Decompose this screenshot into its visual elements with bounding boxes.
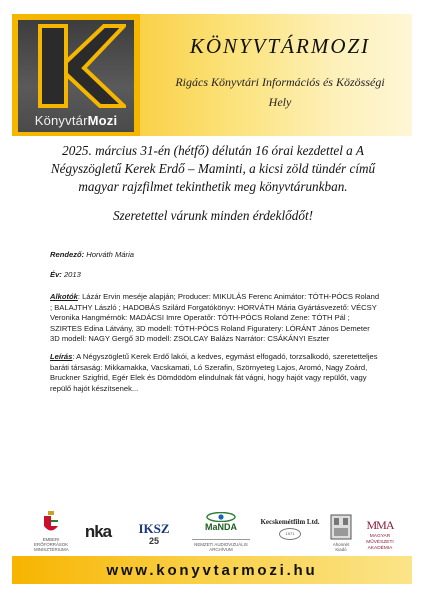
- sponsor-ahdk: Ahonnét Kiadó: [328, 500, 354, 552]
- sponsor-iksz: IKSZ 25: [138, 521, 170, 546]
- logo-inner: [18, 20, 134, 132]
- logo-text: KönyvtárMozi: [34, 113, 118, 128]
- description-block: Leírás: A Négyszögletű Kerek Erdő lakói, a kedves, egymást elfogadó, torzsalkodó, szeretetteljes baráti társaság: Mikkamakka, Vacskamati, Ló Szerafin, Szörnyeteg Lajos, Aromó, Nagy Zoárd, Bruckner Szigfrid, Egér Elek és Dömdödöm elindulnak fát vágni, hogy hajót vagy repülőt, vagy repülő hajót készítsenek...: [50, 352, 378, 393]
- website-url[interactable]: www.konyvtarmozi.hu: [106, 561, 318, 579]
- sponsor-logos: [34, 500, 394, 552]
- creators-block: Alkotók: Lázár Ervin meséje alapján; Producer: MIKULÁS Ferenc Animátor: TÓTH-PÓCS Roland ; BALAJTHY László ; HADOBÁS Szilárd Forgatókönyv: HORVÁTH Mária Gyártásvezető: VÉCSY Veronika Hangmérnök: MADÁCSI Imre Operatőr: TÓTH-PÓCS Roland Zene: TÓTH Pál ; SZIRTES Edina Látvány, 3D modell: TÓTH-PÓCS Roland Figuratery: LÓRÁNT János Demeter 3D modell: NAGY Gergő 3D modell: ZSOLCAY Balázs Narrátor: CSÁKÁNYI Eszter: [50, 292, 380, 344]
- logo: [12, 14, 140, 136]
- footer-banner: [12, 556, 412, 584]
- event-announcement: 2025. március 31-én (hétfő) délután 16 órai kezdettel a A Négyszögletű Kerek Erdő – Maminti, a kicsi zöld tündér című magyar rajzfilmet tekinthetik meg könyvtárunkban.: [50, 143, 376, 194]
- eye-icon: [206, 512, 236, 522]
- page-subtitle: Rigács Könyvtári Információs és Közösségi Hely: [175, 75, 385, 109]
- page-title: KÖNYVTÁRMOZI: [189, 34, 371, 58]
- coat-of-arms-icon: [43, 511, 59, 535]
- sponsor-emmi: EMBERI ERŐFORRÁSOK MINISZTÉRIUMA: [34, 500, 68, 552]
- sponsor-kecskemetfilm: Kecskemétfilm Ltd. 1971: [262, 500, 318, 552]
- director-line: Rendező: Horváth Mária: [50, 250, 134, 259]
- sponsor-mma: MMA MAGYAR MŰVÉSZETI AKADÉMIA: [366, 518, 394, 551]
- sponsor-manda: MaNDA NEMZETI AUDIOVIZUÁLIS ARCHÍVUM: [192, 500, 250, 552]
- year-line: Év: 2013: [50, 270, 81, 279]
- building-icon: [330, 514, 352, 540]
- sponsor-nka: nka: [84, 522, 112, 541]
- welcome-text: Szeretettel várunk minden érdeklődőt!: [112, 208, 314, 223]
- k-letter-icon: [26, 24, 126, 108]
